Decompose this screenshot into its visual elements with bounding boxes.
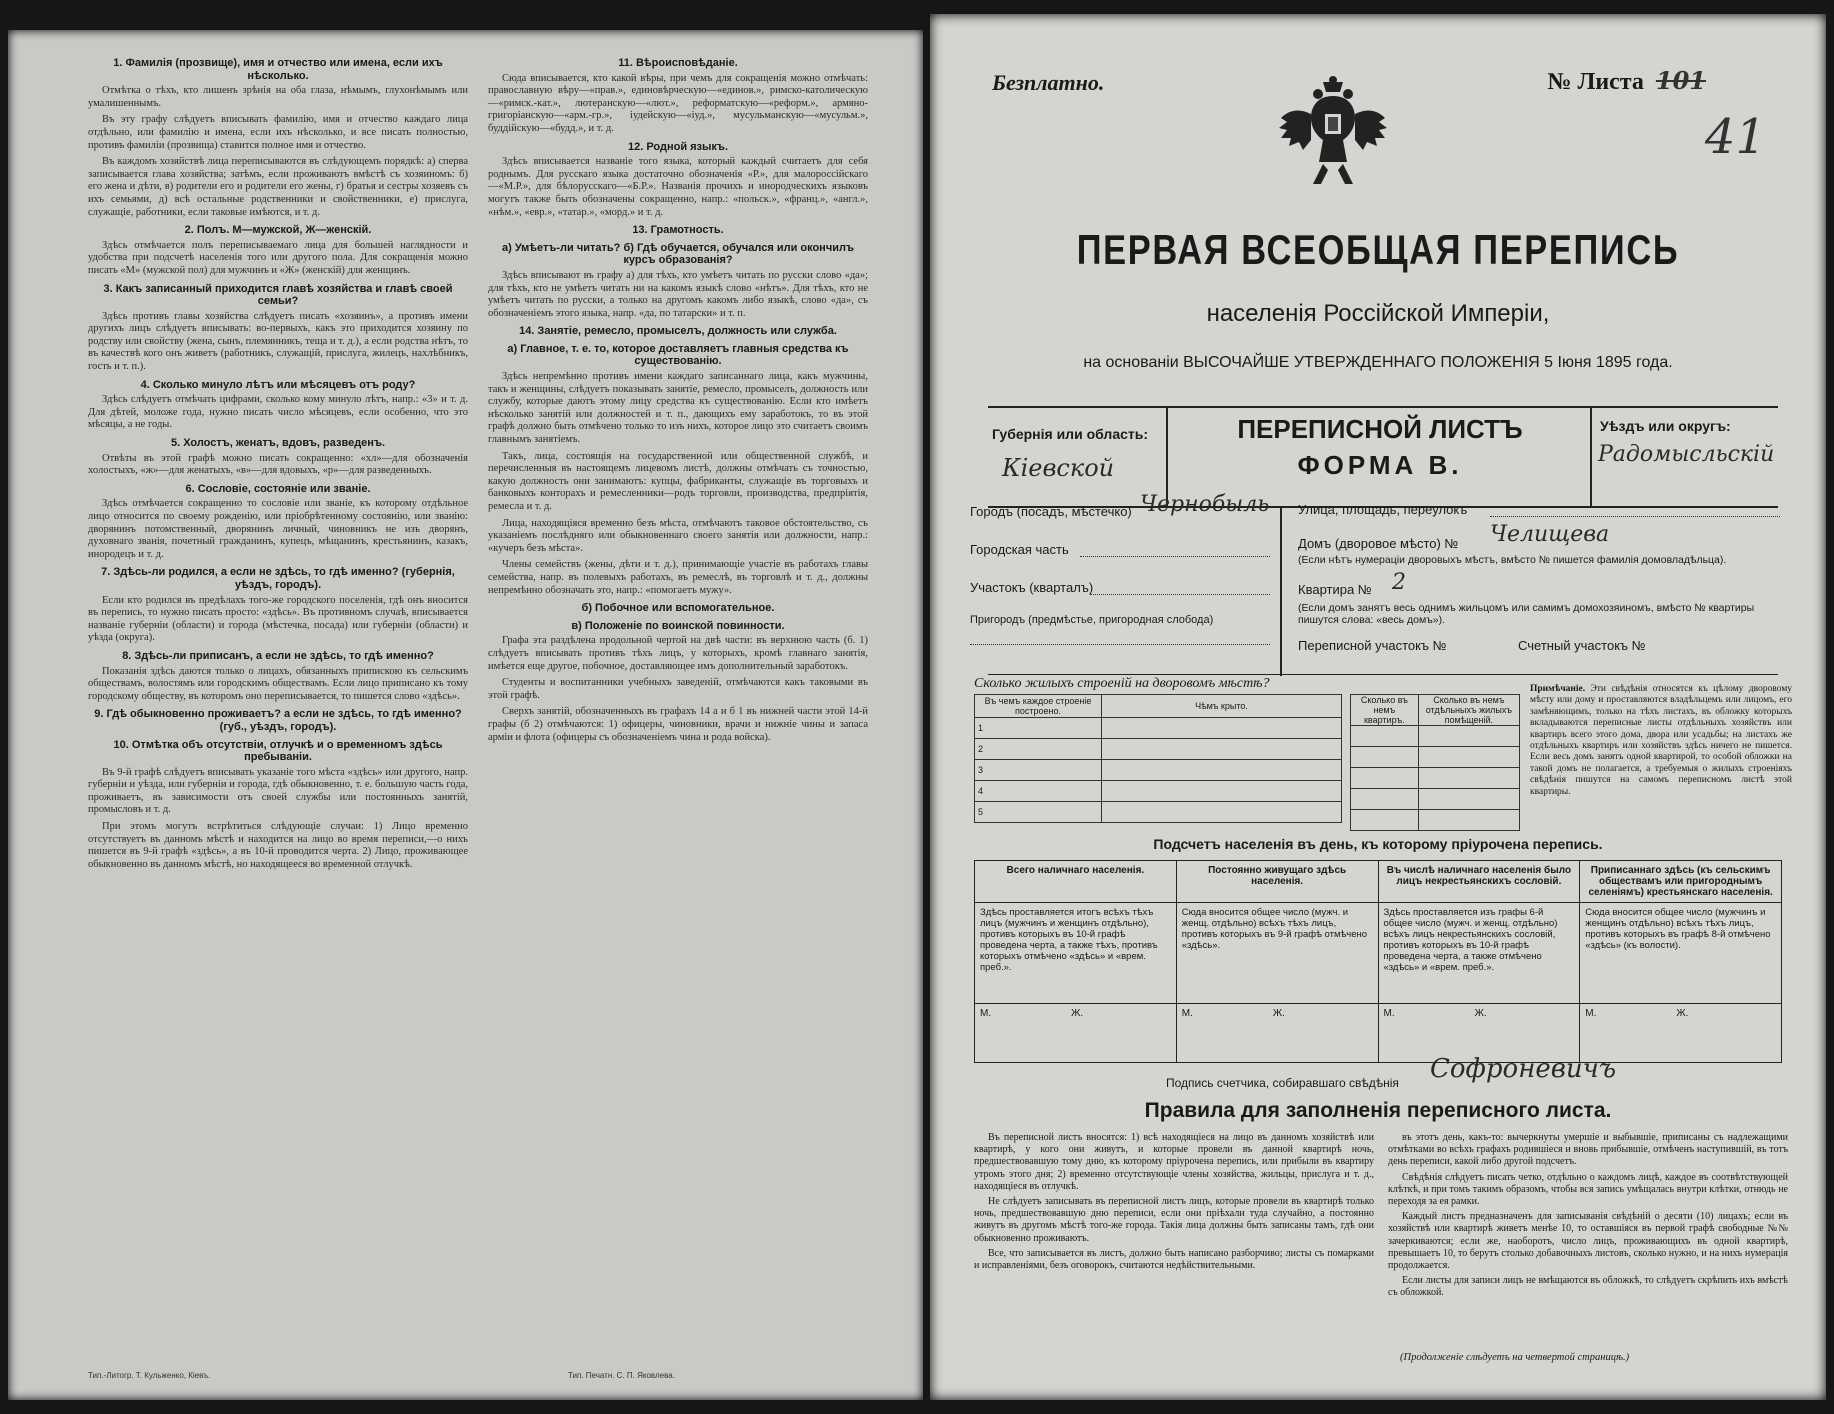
bld-header-apartments: Сколько въ немъ квартиръ. bbox=[1351, 695, 1419, 726]
apartments-table bbox=[1350, 694, 1520, 831]
buildings-note bbox=[1530, 684, 1792, 798]
pop-desc: Здѣсь проставляется итогъ всѣхъ тѣхъ лицъ (мужчинъ и женщинъ отдѣльно), противъ которыхъ въ 10-й графѣ проведена черта, а также тѣхъ, противъ которыхъ отмѣчено «здѣсь» и «врем. преб.». bbox=[975, 903, 1177, 1004]
pop-desc: Сюда вносится общее число (мужчинъ и женщинъ отдѣльно) всѣхъ тѣхъ лицъ, противъ которыхъ въ графѣ 8-й отмѣчено «здѣсь» (къ волости). bbox=[1580, 903, 1782, 1004]
pop-header-non-peasant: Въ числѣ наличнаго населенія было лицъ некрестьянскихъ сословій. bbox=[1378, 861, 1580, 903]
form-subtitle: ФОРМА В. bbox=[1297, 450, 1463, 480]
rules-title: Правила для заполненія переписного листа. bbox=[1144, 1099, 1612, 1122]
ulitsa-label: Улица, площадь, переулокъ bbox=[1298, 502, 1468, 517]
pop-mf-row bbox=[975, 1004, 1782, 1063]
enumerator-signature: Софроневичъ bbox=[1430, 1054, 1617, 1084]
paragraph: Здѣсь непремѣнно противъ имени каждаго записаннаго лица, какъ мужчины, такъ и женщины, слѣдуетъ показывать занятіе, ремесло, промыселъ, должность или службу, которые даютъ этому лицу средства къ существованію. Если кто имѣетъ нѣсколько занятій или должностей и т. п., дающихъ ему заработокъ, то въ этой графѣ должно быть отмѣчено только то изъ нихъ, которое лицо это считаетъ своимъ главнымъ занятіемъ. bbox=[488, 371, 868, 446]
section-heading: 8. Здѣсь-ли приписанъ, а если не здѣсь, то гдѣ именно? bbox=[122, 649, 434, 662]
paragraph: Здѣсь противъ главы хозяйства слѣдуетъ писать «хозяинъ», а противъ имени другихъ лицъ слѣдуетъ вписывать: во-первыхъ, какъ это приходится хозяину по родству или свойству (жена, сынъ, племянникъ, теща и т. д.), а если родства нѣтъ, то въ качествѣ кого онъ живетъ (работникъ, служащій, прислуга, жилецъ, нахлѣбникъ, гость и т. п.). bbox=[88, 310, 468, 373]
bld-cell bbox=[1351, 768, 1419, 789]
bld-cell bbox=[1351, 789, 1419, 810]
section-heading: 3. Какъ записанный приходится главѣ хозяйства и главѣ своей семьи? bbox=[103, 282, 453, 308]
paragraph: Студенты и воспитанники учебныхъ заведеній, отмѣчаются какъ таковыми въ этой графѣ. bbox=[488, 677, 868, 701]
bld-cell bbox=[1102, 781, 1342, 802]
dom-note: (Если нѣтъ нумераціи дворовыхъ мѣстъ, вмѣсто № пишется фамилія домовладѣльца). bbox=[1298, 554, 1727, 566]
section-heading: 7. Здѣсь-ли родился, а если не здѣсь, то гдѣ именно? (губернія, уѣздъ, городъ). bbox=[101, 566, 455, 591]
gorod-chast-label: Городская часть bbox=[970, 542, 1069, 557]
paragraph: Отмѣтка о тѣхъ, кто лишенъ зрѣнія на оба глаза, нѣмымъ, глухонѣмымъ или умалишеннымъ. bbox=[88, 85, 468, 109]
bld-cell bbox=[1418, 768, 1519, 789]
pop-desc-row bbox=[975, 903, 1782, 1004]
section-heading: 6. Сословіе, состояніе или званіе. bbox=[185, 482, 371, 495]
left-column-2 bbox=[488, 52, 868, 748]
female-label: Ж. bbox=[1272, 1008, 1285, 1019]
apartments-table-header bbox=[1351, 695, 1520, 726]
sheet-number-value: 101 bbox=[1655, 66, 1706, 95]
paragraph: Здѣсь отмѣчается сокращенно то сословіе или званіе, къ которому отдѣльное лицо относится по своему рожденію, или пріобрѣтенному состоянію, или званію: дворянинъ потомственный, дворянинъ личный, чиновникъ не изъ дворянъ, духовнаго званія, почетный гражданинъ, купецъ, мѣщанинъ, крестьянинъ, казакъ, инородецъ и т. д. bbox=[88, 498, 468, 560]
paragraph: Лица, находящіяся временно безъ мѣста, отмѣчаютъ таковое обстоятельство, съ указаніемъ послѣдняго или обыкновеннаго своего занятія или должности, напр.: «кучеръ безъ мѣста». bbox=[488, 517, 868, 554]
rule-left-box bbox=[1166, 406, 1168, 506]
uchastok-label: Участокъ (кварталъ) bbox=[970, 580, 1094, 595]
bld-cell bbox=[1102, 802, 1342, 823]
paragraph: Здѣсь вписывается названіе того языка, который каждый считаетъ для себя роднымъ. Для русскаго языка достаточно обозначенія «Р.», для малороссійскаго—«М.Р.», для бѣлорусскаго—«Б.Р.». Названія прочихъ и инородческихъ языковъ могутъ также быть обозначены сокращенно, напр.: «польск.», «франц.», «англ.», «нѣм.», «евр.», «татар.», «морд.» и т. д. bbox=[488, 156, 868, 218]
male-label: М. bbox=[1383, 1008, 1395, 1019]
paragraph: Здѣсь вписывают въ графу а) для тѣхъ, кто умѣетъ читать по русски слово «да»; для тѣхъ, кто не умѣетъ читать ни на какомъ языкѣ слово «нѣтъ». Для тѣхъ, кто не умѣетъ читать по русски, а только на другомъ какомъ либо языкѣ, слово «да», съ обозначеніемъ этого языка, напр. «да, по татарски» и т. п. bbox=[488, 269, 868, 319]
paragraph: Въ каждомъ хозяйствѣ лица переписываются въ слѣдующемъ порядкѣ: а) сперва записывается глава хозяйства; затѣмъ, если проживаютъ вмѣстѣ съ хозяиномъ: б) его жена и дѣти, в) родители его и родители его жены, г) братья и сестры хозяевъ съ ихъ семьями, д) всѣ остальные родственники и свойственники, е) прислуга, служащіе, работники, если таковые имѣются, и т. д. bbox=[88, 156, 468, 218]
section-heading: 11. Вѣроисповѣданіе. bbox=[618, 57, 738, 69]
pop-desc: Сюда вносится общее число (мужч. и женщ. отдѣльно) всѣхъ тѣхъ лицъ, противъ которыхъ въ 9-й графѣ отмѣчено «здѣсь». bbox=[1176, 903, 1378, 1004]
population-title: Подсчетъ населенія въ день, къ которому пріурочена перепись. bbox=[1153, 836, 1603, 852]
section-heading: 13. Грамотность. bbox=[632, 224, 724, 237]
dom-value: Челищева bbox=[1490, 522, 1610, 547]
bld-cell bbox=[1102, 718, 1342, 739]
right-page bbox=[930, 14, 1826, 1400]
rules-paragraph: Въ переписной листъ вносятся: 1) всѣ находящіеся на лицо въ данномъ хозяйствѣ или квартирѣ, у кого они живутъ, и которые провели въ данной квартирѣ ночь, предшествовавшую тому дню, къ которому пріурочена перепись, или прибыли въ квартиру утромъ этого дня; 2) временно отсутствующіе члены хозяйства, жильцы, прислуга и т. д., находящіеся въ отлучкѣ. bbox=[974, 1132, 1374, 1192]
bld-row-number: 4 bbox=[975, 781, 1102, 802]
table-row bbox=[975, 718, 1342, 739]
guberniya-value: Кіевской bbox=[1002, 454, 1115, 482]
section-heading: 1. Фамилія (прозвище), имя и отчество или имена, если ихъ нѣсколько. bbox=[113, 57, 443, 82]
perepisnoy-uchastok-label: Переписной участокъ № bbox=[1298, 638, 1447, 653]
rules-column-2 bbox=[1388, 1132, 1788, 1303]
prigorod-field bbox=[970, 644, 1270, 645]
male-label: М. bbox=[980, 1008, 992, 1019]
table-row bbox=[975, 760, 1342, 781]
table-row bbox=[1351, 810, 1520, 831]
bld-cell bbox=[1102, 739, 1342, 760]
paragraph: Если кто родился въ предѣлахъ того-же городского поселенія, гдѣ онъ вносится въ перепись, то нужно писать просто: «здѣсь». Въ противномъ случаѣ, вписывается названіе губерніи (области) и города (мѣстечка, посада) или губерніи (области) и уѣзда (округа). bbox=[88, 594, 468, 644]
note-text: Эти свѣдѣнія относятся къ цѣлому дворовому мѣсту или дому и проставляются владѣльцемъ или лицомъ, его замѣняющимъ, только на тѣхъ листахъ, въ обложку которыхъ вкладываются переписные листы отдѣльныхъ хозяйствъ или квартиръ всего этого дома, двора или усадьбы; на листахъ же отдѣльныхъ квартиръ или хозяйствъ здѣсь ничего не пишется. Если весь домъ занятъ одной квартирой, то особой обложки на такой домъ не полагается, а требуемыя о жилыхъ строеніяхъ свѣдѣнія пишутся на самомъ переписномъ листѣ этой квартиры. bbox=[1530, 684, 1793, 797]
rules-column-1 bbox=[974, 1132, 1374, 1275]
section-heading: 4. Сколько минуло лѣтъ или мѣсяцевъ отъ роду? bbox=[140, 378, 416, 391]
rules-paragraph: Все, что записывается въ листъ, должно быть написано разборчиво; листы съ помарками и исправленіями, безъ оговорокъ, считаются недѣйствительными. bbox=[974, 1247, 1374, 1272]
bld-cell bbox=[1351, 747, 1419, 768]
kvartira-value: 2 bbox=[1392, 570, 1406, 595]
pop-mf-cell bbox=[975, 1004, 1177, 1063]
guberniya-label: Губернія или область: bbox=[992, 426, 1149, 442]
gorod-chast-field bbox=[1080, 556, 1270, 557]
buildings-table-header bbox=[975, 695, 1342, 718]
male-label: М. bbox=[1585, 1008, 1597, 1019]
bld-cell bbox=[1351, 726, 1419, 747]
gorod-value: Чернобыль bbox=[1140, 492, 1270, 517]
prigorod-label: Пригородъ (предмѣстье, пригородная слобода) bbox=[970, 614, 1214, 626]
section-heading: 5. Холостъ, женатъ, вдовъ, разведенъ. bbox=[170, 437, 386, 450]
rules-paragraph: Не слѣдуетъ записывать въ переписной листъ лицъ, которые провели въ квартирѣ только ночь, предшествовавшую дню переписи, если они пріѣхали туда случайно, а постоянно живутъ въ другомъ мѣстѣ того-же города. Такія лица должны быть записаны тамъ, гдѣ они обыкновенно проживаютъ. bbox=[974, 1196, 1374, 1244]
left-column-1 bbox=[88, 52, 468, 875]
paragraph: При этомъ могутъ встрѣтиться слѣдующіе случаи: 1) Лицо временно отсутствуетъ въ данномъ мѣстѣ и находится на лицо во время переписи,—о нихъ пишется въ 9-й графѣ «здѣсь», а въ 10-й проводится черта. 2) Лицо, проживающее обыкновенно въ данномъ мѣстѣ, но находящееся во временной отлучкѣ. bbox=[88, 821, 468, 870]
pop-header-permanent: Постоянно живущаго здѣсь населенія. bbox=[1176, 861, 1378, 903]
paragraph: Показанія здѣсь даются только о лицахъ, обязанныхъ припискою къ сельскимъ обществамъ, волостямъ или городскимъ обществамъ. Если лицо приписано къ тому городскому обществу, въ которомъ оно переписывается, то пишется слово «здѣсь». bbox=[88, 665, 468, 702]
paragraph: Сюда вписывается, кто какой вѣры, при чемъ для сокращенія можно отмѣчать: православную вѣру—«прав.», единовѣрческую—«единов.», римско-католическую—«римск.-кат.», лютеранскую—«лют.», реформатскую—«реформ.», армяно-григоріанскую—«арм.-гр.», іудейскую—«іуд.», мусульманскую—«мусульм.», буддійскую—«будд.», и т. д. bbox=[488, 72, 868, 134]
paragraph: Такъ, лица, состоящія на государственной или общественной службѣ, и перечисленныя въ настоящемъ лицевомъ листѣ, должны отмѣчать съ точностью, какую должность они занимаютъ: купцы, фабриканты, служащіе въ торговыхъ и банковыхъ конторахъ и ремесленники—родъ торговли, производства, предпріятія, ремесла и т. д. bbox=[488, 450, 868, 512]
pop-header-total: Всего наличнаго населенія. bbox=[975, 861, 1177, 903]
uchastok-field bbox=[1090, 594, 1270, 595]
rule-address-divider bbox=[1280, 506, 1282, 676]
printer-imprint-left: Тип.-Литогр. Т. Кульженко, Кіевъ. bbox=[88, 1371, 211, 1380]
sheet-number-label: № Листа bbox=[1547, 69, 1644, 95]
rule-top bbox=[988, 406, 1778, 408]
female-label: Ж. bbox=[1071, 1008, 1084, 1019]
table-row bbox=[1351, 789, 1520, 810]
signature-label: Подпись счетчика, собиравшаго свѣдѣнія bbox=[1166, 1076, 1399, 1090]
rules-paragraph: Если листы для записи лицъ не вмѣщаются въ обложкѣ, то слѣдуетъ скрѣпить ихъ вмѣстѣ съ обложкой. bbox=[1388, 1275, 1788, 1299]
bld-header-material: Въ чемъ каждое строеніе построено. bbox=[975, 695, 1102, 718]
paragraph: Здѣсь отмѣчается полъ переписываемаго лица для большей наглядности и удобства при подсчетѣ населенія того или другого пола. Для сокращенія можно писать «М» (мужской пол) для мужчинъ и «Ж» (женскій) для женщинъ. bbox=[88, 239, 468, 276]
bld-row-number: 2 bbox=[975, 739, 1102, 760]
bld-cell bbox=[1418, 789, 1519, 810]
form-title: ПЕРЕПИСНОЙ ЛИСТЪ bbox=[1237, 414, 1523, 444]
bld-cell bbox=[1418, 726, 1519, 747]
uezd-value: Радомысльскій bbox=[1598, 442, 1775, 467]
bld-cell bbox=[1418, 747, 1519, 768]
section-heading: 12. Родной языкъ. bbox=[627, 140, 728, 153]
uezd-label: Уѣздъ или округъ: bbox=[1600, 418, 1731, 434]
kvartira-note: (Если домъ занятъ весь однимъ жильцомъ или самимъ домохозяиномъ, вмѣсто № квартиры пишутся слова: «весь домъ»). bbox=[1298, 602, 1755, 626]
census-title: ПЕРВАЯ ВСЕОБЩАЯ ПЕРЕПИСЬ bbox=[1076, 226, 1680, 273]
table-row bbox=[975, 739, 1342, 760]
rules-paragraph: въ этотъ день, какъ-то: вычеркнуты умершіе и выбывшіе, приписаны съ надлежащими отмѣтками во всѣхъ графахъ родившіеся и вновь прибывшіе, отмѣченъ наступившій, въ тотъ день переписи, какой либо другой подсчетъ. bbox=[1388, 1132, 1788, 1168]
bld-header-roof: Чѣмъ крыто. bbox=[1102, 695, 1342, 718]
pop-desc: Здѣсь проставляется изъ графы 6-й общее число (мужч. и женщ. отдѣльно) всѣхъ лицъ некрестьянскихъ сословій, противъ которыхъ въ 10-й графѣ проведена черта, а также отмѣчено «здѣсь» и «врем. преб.». bbox=[1378, 903, 1580, 1004]
bld-cell bbox=[1102, 760, 1342, 781]
margin-note: 41 bbox=[1704, 109, 1766, 165]
buildings-question: Сколько жилыхъ строеній на дворовомъ мѣстѣ? bbox=[974, 676, 1270, 691]
paragraph: Отвѣты въ этой графѣ можно писать сокращенно: «хл»—для обозначенія холостыхъ, «ж»—для женатыхъ, «в»—для вдовыхъ, «р»—для разведенныхъ. bbox=[88, 452, 468, 477]
dom-label: Домъ (дворовое мѣсто) № bbox=[1298, 536, 1459, 551]
paragraph: Члены семействъ (жены, дѣти и т. д.), принимающіе участіе въ работахъ главы семейства, напр. въ полевыхъ работахъ, въ ремеслѣ, въ торговлѣ и т. д., должны непремѣнно обозначать это, напр.: «помогаетъ мужу». bbox=[488, 559, 868, 596]
rule-address-bottom bbox=[988, 674, 1778, 675]
paragraph: Здѣсь слѣдуетъ отмѣчать цифрами, сколько кому минуло лѣтъ, напр.: «3» и т. д. Для дѣтей, моложе года, нужно писать число мѣсяцевъ, если особенно, что это мѣсяцы, а не годы. bbox=[88, 394, 468, 431]
table-row bbox=[975, 802, 1342, 823]
female-label: Ж. bbox=[1676, 1008, 1689, 1019]
bld-cell bbox=[1351, 810, 1419, 831]
section-heading: а) Умѣетъ-ли читать? б) Гдѣ обучается, обучался или окончилъ курсъ образованія? bbox=[502, 241, 854, 267]
table-row bbox=[1351, 747, 1520, 768]
section-heading: 9. Гдѣ обыкновенно проживаетъ? а если не здѣсь, то гдѣ именно? (губ., уѣздъ, городъ). bbox=[94, 708, 462, 733]
kvartira-label: Квартира № bbox=[1298, 582, 1372, 597]
census-subtitle: населенія Россійской Имперіи, bbox=[1206, 300, 1550, 327]
imperial-eagle-emblem bbox=[1278, 74, 1388, 194]
note-title: Примѣчаніе. bbox=[1530, 684, 1586, 694]
population-table bbox=[974, 860, 1782, 1063]
free-label: Безплатно. bbox=[992, 70, 1105, 95]
paragraph: Графа эта раздѣлена продольной чертой на двѣ части: въ верхнюю часть (б. 1) слѣдуетъ вписывать противъ тѣхъ лицъ, у которыхъ, кромѣ главнаго занятія, имѣется еще другое, побочное, доставляющее имъ дополнительный заработокъ. bbox=[488, 635, 868, 672]
rule-right-box bbox=[1590, 406, 1592, 506]
rules-continued-note: (Продолженіе слѣдуетъ на четвертой страницѣ.) bbox=[1400, 1352, 1630, 1363]
legal-basis: на основаніи ВЫСОЧАЙШЕ УТВЕРЖДЕННАГО ПОЛОЖЕНІЯ 5 Іюня 1895 года. bbox=[1083, 354, 1673, 371]
ulitsa-field bbox=[1490, 516, 1780, 517]
table-row bbox=[975, 781, 1342, 802]
printer-imprint-right: Тип. Печатн. С. П. Яковлева. bbox=[568, 1371, 675, 1380]
bld-row-number: 1 bbox=[975, 718, 1102, 739]
schetny-uchastok-label: Счетный участокъ № bbox=[1518, 638, 1646, 653]
table-row bbox=[1351, 726, 1520, 747]
buildings-table bbox=[974, 694, 1342, 823]
gorod-label: Городъ (посадъ, мѣстечко) bbox=[970, 504, 1132, 519]
paragraph: Сверхъ занятій, обозначенныхъ въ графахъ 14 а и б 1 въ нижней части этой 14-й графы (б 2) отмѣчаются: 1) офицеры, чиновники, врачи и нижніе чины и запаса арміи и флота (офицеры съ обозначеніемъ чина и рода войска). bbox=[488, 706, 868, 743]
bld-cell bbox=[1418, 810, 1519, 831]
rules-paragraph: Каждый листъ предназначенъ для записыванія свѣдѣній о десяти (10) лицахъ; если въ хозяйствѣ или квартирѣ живетъ менѣе 10, то оставшіяся въ первой графѣ свободные №№ зачеркиваются; если же, наоборотъ, число лицъ, проживающихъ въ одной квартирѣ, превышаетъ 10, то берутъ столько добавочныхъ листовъ, сколько нужно, и на нихъ нумерація продолжается. bbox=[1388, 1211, 1788, 1272]
paragraph: Въ 9-й графѣ слѣдуетъ вписывать указаніе того мѣста «здѣсь» или другого, напр. губерніи и уѣзда, или губерніи и города, гдѣ обыкновенно, т. е. большую часть года, проживаетъ, въ зависимости отъ своей службы или постоянныхъ занятій, промысловъ и т. д. bbox=[88, 766, 468, 816]
bld-header-rooms: Сколько въ немъ отдѣльныхъ жилыхъ помѣщеній. bbox=[1418, 695, 1519, 726]
bld-row-number: 5 bbox=[975, 802, 1102, 823]
section-heading: в) Положеніе по воинской повинности. bbox=[571, 619, 785, 632]
section-heading: 2. Полъ. М—мужской, Ж—женскій. bbox=[184, 224, 372, 237]
rules-paragraph: Свѣдѣнія слѣдуетъ писать четко, отдѣльно о каждомъ лицѣ, каждое въ соотвѣтствующей клѣткѣ, и при томъ такимъ образомъ, чтобы вся запись умѣщалась внутри клѣтки, отнюдь не переходя за ея рамки. bbox=[1388, 1171, 1788, 1208]
pop-header-row bbox=[975, 861, 1782, 903]
bld-row-number: 3 bbox=[975, 760, 1102, 781]
section-heading: 10. Отмѣтка объ отсутствіи, отлучкѣ и о временномъ здѣсь пребываніи. bbox=[113, 738, 443, 764]
pop-header-peasant: Приписаннаго здѣсь (къ сельскимъ обществамъ или пригороднымъ селеніямъ) крестьянскаго населенія. bbox=[1580, 861, 1782, 903]
section-heading: а) Главное, т. е. то, которое доставляетъ главныя средства къ существованію. bbox=[507, 342, 849, 368]
male-label: М. bbox=[1181, 1008, 1193, 1019]
sheet-number bbox=[1547, 66, 1706, 96]
table-row bbox=[1351, 768, 1520, 789]
section-heading: б) Побочное или вспомогательное. bbox=[581, 602, 775, 615]
left-page bbox=[8, 30, 923, 1400]
paragraph: Въ эту графу слѣдуетъ вписывать фамилію, имя и отчество каждаго лица отдѣльно, или фамилію и имена, если ихъ нѣсколько, и все писать полностью, противъ фамиліи (прозвища) ставится полное имя и отчество. bbox=[88, 114, 468, 151]
section-heading: 14. Занятіе, ремесло, промыселъ, должность или служба. bbox=[519, 325, 837, 338]
pop-mf-cell bbox=[1176, 1004, 1378, 1063]
female-label: Ж. bbox=[1474, 1008, 1487, 1019]
